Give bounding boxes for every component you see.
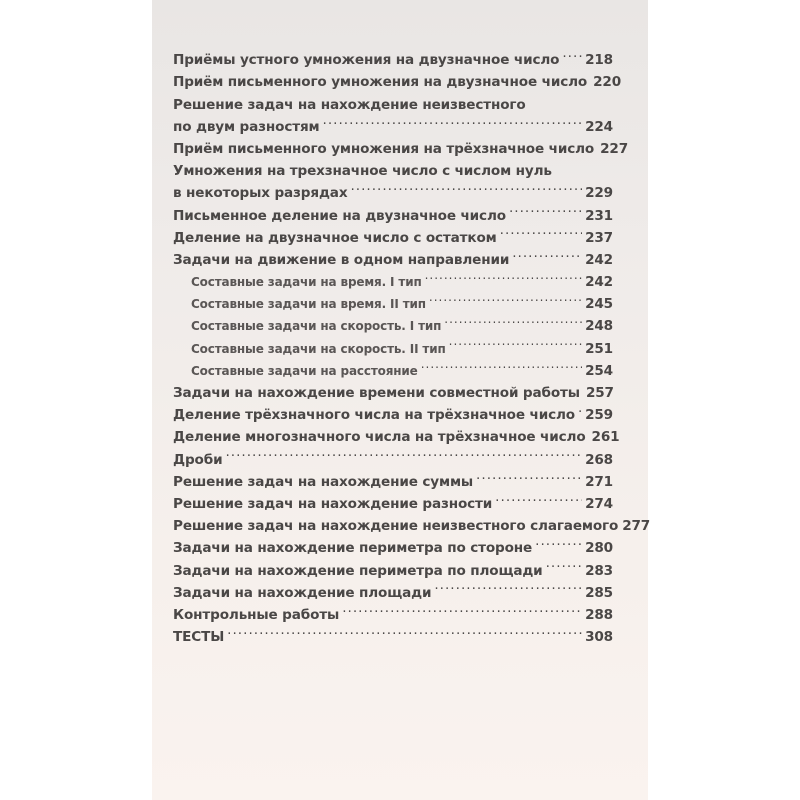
toc-entry-title: Решение задач на нахождение неизвестного слагаемого (173, 518, 619, 535)
toc-entry-page: 274 (585, 495, 613, 512)
dot-leader (500, 220, 582, 242)
toc-entry-title: Составные задачи на скорость. II тип (191, 341, 446, 356)
toc-entry-page: 227 (600, 140, 629, 157)
toc-entry-title: Задачи на нахождение периметра по стороне (173, 540, 533, 557)
toc-entry-page: 268 (585, 451, 613, 468)
toc-entry-page: 280 (585, 540, 613, 557)
toc-entry-title: Деление многозначного числа на трёхзначное число (173, 429, 586, 446)
toc-entry-title: Составные задачи на время. I тип (191, 275, 422, 290)
toc-entry-page: 288 (585, 606, 613, 623)
toc-entry (173, 464, 613, 490)
toc-entry-page: 242 (585, 251, 613, 268)
dot-leader (323, 109, 583, 131)
dot-leader (449, 330, 582, 352)
dot-leader (546, 552, 583, 574)
toc-entry-title: Составные задачи на скорость. I тип (191, 319, 442, 334)
toc-entry-page: 237 (585, 229, 613, 246)
toc-entry-title: Задачи на нахождение площади (173, 584, 432, 601)
toc-entry-page: 242 (585, 274, 613, 291)
toc-entry-page: 254 (585, 362, 613, 379)
toc-entry (173, 441, 613, 468)
toc-entry-page: 277 (622, 518, 651, 535)
dot-leader (342, 597, 582, 619)
toc-entry-page: 251 (585, 340, 613, 357)
toc-entry-page: 248 (585, 318, 613, 335)
dot-leader (512, 242, 582, 264)
dot-leader (444, 308, 582, 330)
toc-entry-title: Составные задачи на расстояние (191, 363, 418, 378)
toc-entry-page: 261 (591, 429, 620, 446)
dot-leader (350, 175, 582, 197)
toc-entry-page: 259 (585, 407, 613, 424)
toc-entry-title: Решение задач на нахождение неизвестного (173, 96, 526, 113)
toc-entry-page: 257 (585, 385, 614, 401)
toc-entry-title: ТЕСТЫ (173, 629, 225, 646)
toc-entry (173, 619, 613, 646)
toc-entry-title: по двум разностям (173, 118, 320, 135)
toc-entry-page: 283 (585, 562, 613, 579)
toc-entry-title: Приёмы устного умножения на двузначное число (173, 52, 560, 69)
toc-entry-title: Решение задач на нахождение разности (173, 495, 493, 512)
toc-entry (173, 42, 613, 69)
toc-entry-title: Контрольные работы (173, 606, 340, 623)
dot-leader (495, 486, 582, 508)
toc-entry-title: Составные задачи на время. II тип (191, 297, 426, 312)
dot-leader (535, 530, 582, 552)
book-page (152, 0, 651, 800)
toc-entry-page: 308 (585, 629, 613, 646)
toc-entry-page: 229 (585, 185, 613, 202)
dot-leader (476, 464, 582, 486)
toc-entry-page: 218 (585, 52, 613, 69)
dot-leader (569, 86, 613, 108)
toc-entry-title: Приём письменного умножения на трёхзначное число (173, 140, 595, 157)
toc-entry-page: 220 (593, 74, 622, 91)
toc-entry-title: Деление трёхзначного числа на трёхзначное число (173, 407, 575, 424)
toc-entry-title: в некоторых разрядах (173, 185, 348, 202)
dot-leader (421, 353, 582, 375)
dot-leader (425, 264, 582, 286)
toc-entry-page: 271 (585, 473, 613, 490)
dot-leader (429, 286, 582, 308)
dot-leader (509, 197, 582, 219)
toc-entry-title: Дроби (173, 451, 223, 468)
toc-entry-page: 245 (585, 296, 613, 313)
toc-entry-title: Умножения на трехзначное число с числом нуль (173, 163, 552, 180)
toc-entry-title: Письменное деление на двузначное число (173, 207, 506, 224)
toc-entry-title: Задачи на нахождение периметра по площади (173, 562, 543, 579)
toc-entry-title: Задачи на движение в одном направлении (173, 251, 510, 268)
toc-entry-title: Решение задач на нахождение суммы (173, 473, 474, 490)
toc-entry-page: 231 (585, 207, 613, 224)
toc-entry-title: Приём письменного умножения на двузначное число (173, 74, 588, 91)
dot-leader (578, 397, 582, 419)
toc-entry-title: Деление на двузначное число с остатком (173, 229, 497, 246)
dot-leader (434, 575, 582, 597)
toc-entry-page: 285 (585, 584, 613, 601)
toc-entry-page: 224 (585, 118, 613, 135)
table-of-contents (173, 42, 651, 646)
dot-leader (225, 441, 582, 463)
dot-leader (582, 153, 613, 175)
toc-entry-title: Задачи на нахождение времени совместной работы (173, 385, 580, 401)
dot-leader (227, 619, 582, 641)
dot-leader (562, 42, 582, 64)
